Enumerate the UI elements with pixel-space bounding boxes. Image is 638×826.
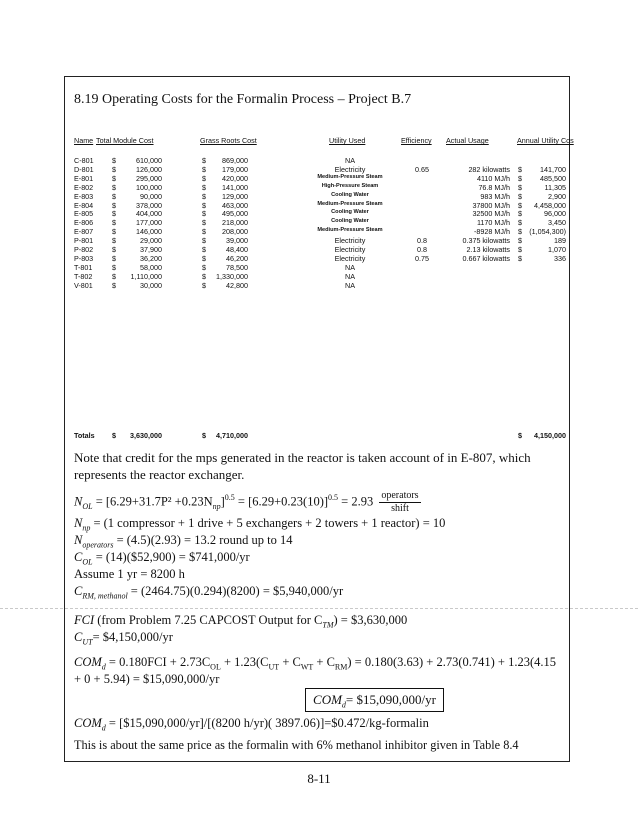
cell-grass-roots-cost: 78,500 [226,262,248,272]
cell-module-cost: 58,000 [140,262,162,272]
cut-text: = $4,150,000/yr [92,630,173,644]
noperators-equation: $N_{operators} = (4.5)(2.93) = 13.2$ round up to 14 [74,533,293,550]
cell-dollar-grass: $ [202,182,206,192]
cell-utility: Cooling Water [331,218,369,225]
cell-annual-cost: (1,054,300) [529,227,566,237]
cell-grass-roots-cost: 46,200 [226,253,248,263]
cell-dollar-grass: $ [202,253,206,263]
cell-grass-roots-cost: 218,000 [222,218,248,228]
cell-actual-usage: 37800 MJ/h [472,200,510,210]
cell-dollar-module: $ [112,271,116,281]
cell-utility: NA [345,156,355,165]
cell-dollar-module: $ [112,236,116,246]
fci-end: ) = $3,630,000 [333,613,408,627]
cell-efficiency: 0.75 [415,253,429,263]
cell-grass-roots-cost: 129,000 [222,191,248,201]
cell-utility: Cooling Water [331,191,369,198]
cell-annual-cost: 11,305 [544,182,566,192]
cell-dollar-grass: $ [202,191,206,201]
cell-dollar-grass: $ [202,200,206,210]
cell-annual-cost: 2,900 [548,191,566,201]
totals-annual: 4,150,000 [534,431,566,440]
cell-name: T-801 [74,262,93,272]
cell-utility: Medium-Pressure Steam [317,227,383,234]
operators-per-shift-fraction [379,490,420,515]
cell-dollar-module: $ [112,245,116,254]
cell-actual-usage: 2.13 kilowatts [466,245,510,254]
nol-symbol: N [74,494,83,509]
cell-grass-roots-cost: 42,800 [226,280,248,290]
cell-actual-usage: 983 MJ/h [480,191,510,201]
header-module: Total Module Cost [96,136,154,145]
cell-dollar-module: $ [112,191,116,201]
table-row [74,165,568,174]
cell-name: E-806 [74,218,94,228]
comd-text-d: + C [313,655,335,669]
noperators-text: = (4.5)(2.93) = 13.2 round up to 14 [116,533,293,547]
nol-result: = 2.93 [338,494,374,509]
cell-utility: Cooling Water [331,209,369,216]
cell-dollar-module: $ [112,209,116,219]
page-number: 8-11 [307,771,331,786]
cell-dollar-grass: $ [202,236,206,246]
cell-annual-cost: 141,700 [540,164,566,174]
comd-result-box: $COM_d=$ $15,090,000/yr [305,688,444,712]
cell-module-cost: 36,200 [140,253,162,263]
comd-text-e: ) = 0.180(3.63) + 2.73(0.741) + 1.23(4.15 [347,655,556,669]
cell-grass-roots-cost: 39,000 [226,236,248,246]
cell-dollar-module: $ [112,227,116,237]
cell-dollar-grass: $ [202,262,206,272]
final-note: This is about the same price as the formalin with 6% methanol inhibitor given in Table 8.4 [74,738,519,752]
cell-grass-roots-cost: 463,000 [222,200,248,210]
header-name: Name [74,136,94,145]
table-row [74,183,568,192]
cut-line: $C_{UT}=$ $4,150,000/yr [74,630,173,647]
cell-dollar-grass: $ [202,271,206,281]
cell-actual-usage: 32500 MJ/h [472,209,510,219]
table-row [74,201,568,210]
cell-annual-cost: 485,500 [540,173,566,183]
cell-dollar-annual: $ [518,164,522,174]
cell-dollar-module: $ [112,218,116,228]
totals-dollar-3: $ [518,431,522,440]
cell-grass-roots-cost: 869,000 [222,156,248,165]
cell-utility: NA [345,280,355,290]
np-equation-text: = (1 compressor + 1 drive + 5 exchangers + 2 towers + 1 reactor) = 10 [93,516,446,530]
cell-name: D-801 [74,164,94,174]
nol-expression: = [6.29+31.7P² +0.23N [92,494,213,509]
cell-name: E-804 [74,200,94,210]
totals-module: 3,630,000 [130,431,162,440]
crm-text: = (2464.75)(0.294)(8200) = $5,940,000/yr [130,584,344,598]
cell-actual-usage: 282 kilowatts [468,164,510,174]
cell-utility: High-Pressure Steam [321,182,379,189]
cell-actual-usage: -8928 MJ/h [474,227,510,237]
cell-module-cost: 126,000 [136,164,162,174]
nol-np-subscript: np [212,501,221,511]
fraction-numerator: operators [381,490,419,501]
cell-grass-roots-cost: 141,000 [222,182,248,192]
nol-subscript: OL [82,501,93,511]
cell-name: E-805 [74,209,94,219]
cell-name: T-802 [74,271,93,281]
nol-middle: = [6.29+0.23(10)] [234,494,329,509]
cell-dollar-module: $ [112,164,116,174]
table-row [74,281,568,290]
col-equation: $C_{OL}$ = (14)($52,900) = $741,000/yr [74,550,250,567]
totals-label: Totals [74,431,95,440]
cell-dollar-module: $ [112,156,116,165]
cell-name: P-802 [74,245,94,254]
cell-module-cost: 100,000 [136,182,162,192]
nol-equation: $N_{OL} = [6.29+31.7P^2 +0.23N_{np}]^{0.5} = [6.29+0.23(10)]^{0.5} = 2.93$ $\frac{\text{operators}}{\text{shift}}$ [74,490,419,514]
comd-text-a: = 0.180FCI + 2.73C [108,655,211,669]
cell-dollar-module: $ [112,280,116,290]
fci-text: (from Problem 7.25 CAPCOST Output for C [97,613,323,627]
totals-grass: 4,710,000 [216,431,248,440]
cell-dollar-grass: $ [202,245,206,254]
cell-name: P-801 [74,236,94,246]
cell-module-cost: 37,900 [140,245,162,254]
cell-efficiency: 0.8 [417,236,427,246]
cell-utility: Electricity [334,164,366,174]
cell-dollar-module: $ [112,262,116,272]
table-row [74,254,568,263]
header-annual: Annual Utility Cos [517,136,574,145]
cell-dollar-grass: $ [202,280,206,290]
comd-text-c: + C [279,655,301,669]
table-row [74,236,568,245]
cell-dollar-grass: $ [202,173,206,183]
cell-module-cost: 1,110,000 [130,271,162,281]
cell-annual-cost: 1,070 [548,245,566,254]
cell-utility: Medium-Pressure Steam [317,200,383,207]
cell-module-cost: 610,000 [136,156,162,165]
price-text: = [$15,090,000/yr]/[(8200 h/yr)( 3897.06)]=$0.472/kg-formalin [108,716,429,730]
cell-dollar-annual: $ [518,209,522,219]
cell-utility: Electricity [334,236,366,246]
table-row [74,192,568,201]
table-row [74,227,568,236]
np-equation: $N_{np} = (1$ compressor + 1 drive + 5 exchangers + 2 towers + 1 reactor) = 10 [74,516,446,533]
cell-actual-usage: 0.375 kilowatts [462,236,510,246]
cell-utility: Medium-Pressure Steam [317,173,383,180]
cell-grass-roots-cost: 208,000 [222,227,248,237]
table-row [74,209,568,218]
cell-name: P-803 [74,253,94,263]
cell-dollar-annual: $ [518,236,522,246]
cell-grass-roots-cost: 495,000 [222,209,248,219]
cell-grass-roots-cost: 1,330,000 [216,271,248,281]
cell-grass-roots-cost: 179,000 [222,164,248,174]
cell-name: E-802 [74,182,94,192]
comd-result-text: = $15,090,000/yr [345,692,436,707]
table-header [74,136,574,148]
cell-dollar-annual: $ [518,218,522,228]
cell-annual-cost: 3,450 [548,218,566,228]
cell-efficiency: 0.8 [417,245,427,254]
comd-equation: $COM_d = 0.180FCI + 2.73C_{OL} + 1.23(C_{UT} + C_{WT} + C_{RM}) = 0.180(3.63) + 2.73(0.741) + 1.23(4.15$ [74,655,556,672]
table-row [74,156,568,165]
cell-dollar-annual: $ [518,173,522,183]
cell-dollar-annual: $ [518,182,522,192]
cell-efficiency: 0.65 [415,164,429,174]
header-grass: Grass Roots Cost [200,136,257,145]
cell-actual-usage: 76.8 MJ/h [478,182,510,192]
cell-dollar-module: $ [112,200,116,210]
cell-dollar-grass: $ [202,164,206,174]
fraction-denominator: shift [391,503,409,514]
cell-annual-cost: 96,000 [544,209,566,219]
cell-dollar-annual: $ [518,253,522,263]
cell-name: E-803 [74,191,94,201]
header-actual: Actual Usage [446,136,489,145]
cell-grass-roots-cost: 420,000 [222,173,248,183]
cell-name: V-801 [74,280,93,290]
nol-middle-exponent: 0.5 [328,493,339,503]
header-utility: Utility Used [329,136,366,145]
cell-module-cost: 90,000 [140,191,162,201]
cell-name: C-801 [74,156,94,165]
fci-line: FCI (from Problem 7.25 CAPCOST Output for $C_{TM}$) = $3,630,000 [74,613,408,630]
cell-module-cost: 177,000 [136,218,162,228]
cell-annual-cost: 336 [554,253,566,263]
cell-utility: NA [345,262,355,272]
price-equation: $COM_d$ = [$15,090,000/yr]/[(8200 h/yr)( 3897.06)]=$0.472/kg-formalin [74,716,429,733]
crm-equation: $C_{RM, methanol} = (2464.75)(0.294)(8200)$ = $5,940,000/yr [74,584,344,601]
cell-name: E-801 [74,173,94,183]
cell-dollar-module: $ [112,253,116,263]
cell-module-cost: 30,000 [140,280,162,290]
cell-utility: NA [345,271,355,281]
cell-annual-cost: 4,458,000 [534,200,566,210]
cell-dollar-annual: $ [518,245,522,254]
comd-text-b: + 1.23(C [220,655,269,669]
totals-row [74,431,568,441]
totals-dollar-2: $ [202,431,206,440]
cell-dollar-annual: $ [518,191,522,201]
cell-dollar-annual: $ [518,227,522,237]
cell-annual-cost: 189 [554,236,566,246]
cell-actual-usage: 0.667 kilowatts [462,253,510,263]
cell-module-cost: 295,000 [136,173,162,183]
header-efficiency: Efficiency [401,136,432,145]
table-row [74,263,568,272]
cell-module-cost: 404,000 [136,209,162,219]
cell-utility: Electricity [334,253,366,263]
totals-dollar-1: $ [112,431,116,440]
assume-line: Assume 1 yr = 8200 h [74,567,185,581]
col-text: = (14)($52,900) = $741,000/yr [95,550,250,564]
cell-dollar-annual: $ [518,200,522,210]
section-title: 8.19 Operating Costs for the Formalin Process – Project B.7 [74,92,412,107]
cell-module-cost: 378,000 [136,200,162,210]
cell-dollar-module: $ [112,173,116,183]
cell-module-cost: 29,000 [140,236,162,246]
nol-exponent: 0.5 [224,493,235,503]
cell-utility: Electricity [334,245,366,254]
cell-dollar-grass: $ [202,156,206,165]
cell-dollar-grass: $ [202,218,206,228]
comd-equation-cont: + 0 + 5.94) = $15,090,000/yr [74,672,220,686]
cell-module-cost: 146,000 [136,227,162,237]
cell-actual-usage: 4110 MJ/h [476,173,510,183]
cell-dollar-module: $ [112,182,116,192]
credit-note: Note that credit for the mps generated in the reactor is taken account of in E-807, which represents the reactor exchanger. [74,450,531,482]
cell-dollar-grass: $ [202,227,206,237]
cell-name: E-807 [74,227,94,237]
table-row [74,174,568,183]
cell-grass-roots-cost: 48,400 [226,245,248,254]
table-row [74,218,568,227]
table-row [74,245,568,254]
cell-dollar-grass: $ [202,209,206,219]
cell-actual-usage: 1170 MJ/h [476,218,510,228]
table-row [74,272,568,281]
